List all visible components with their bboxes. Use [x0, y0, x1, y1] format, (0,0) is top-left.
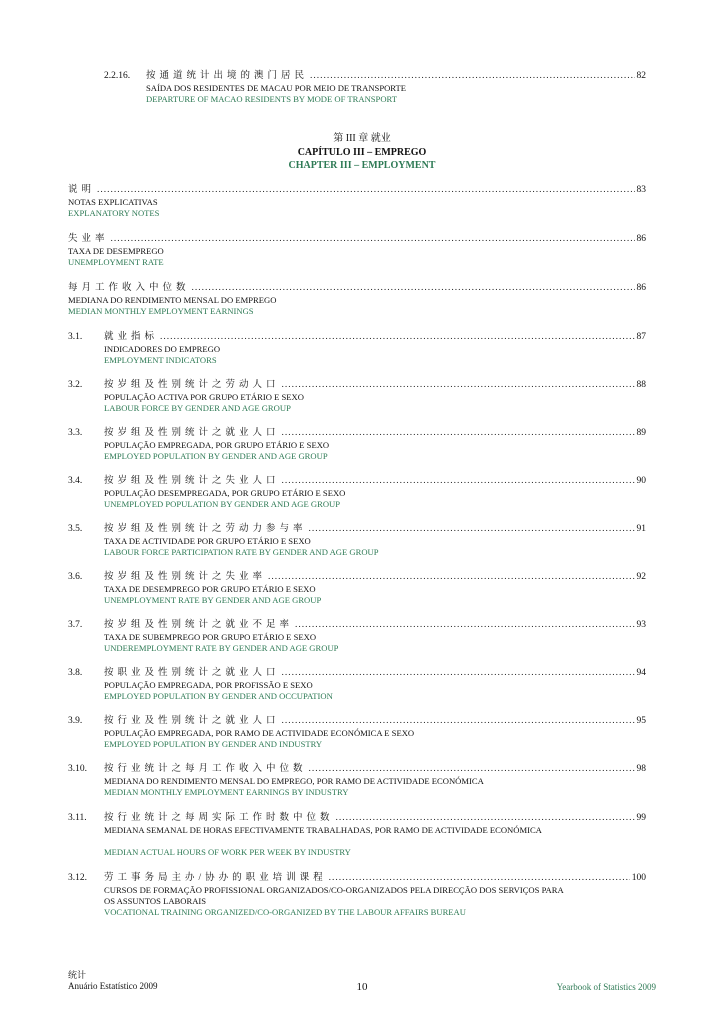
entry-page-number: 93 — [636, 620, 646, 630]
dot-leader — [282, 427, 635, 440]
entry-number: 3.2. — [68, 380, 83, 390]
entry-title-line — [104, 872, 646, 885]
entry-title-line — [68, 184, 646, 197]
entry-page-number: 82 — [636, 71, 646, 81]
entry-number: 3.8. — [68, 668, 83, 678]
entry-title-zh: 就业指标 — [104, 332, 159, 342]
entry-page-number: 90 — [636, 476, 646, 486]
dot-leader — [97, 184, 634, 197]
entry-title-en: UNEMPLOYMENT RATE BY GENDER AND AGE GROUP — [104, 595, 322, 605]
dot-leader — [282, 715, 635, 728]
entry-title-en: MEDIAN ACTUAL HOURS OF WORK PER WEEK BY INDUSTRY — [104, 847, 351, 857]
entry-title-zh: 按岁组及性别统计之失业率 — [104, 572, 267, 582]
footer-publication-zh: 统计 — [68, 970, 87, 980]
entry-title-en: EMPLOYMENT INDICATORS — [104, 355, 217, 365]
entry-page-number: 100 — [631, 873, 646, 883]
entry-page-number: 92 — [636, 572, 646, 582]
entry-title-pt: POPULAÇÃO EMPREGADA, POR PROFISSÃO E SEXO — [104, 680, 313, 690]
dot-leader — [309, 523, 635, 536]
entry-title-en: UNEMPLOYED POPULATION BY GENDER AND AGE GROUP — [104, 499, 341, 509]
dot-leader — [192, 282, 635, 295]
entry-page-number: 83 — [636, 185, 646, 195]
footer-publication-en: Yearbook of Statistics 2009 — [556, 982, 656, 992]
entry-title-zh: 按通道统计出境的澳门居民 — [146, 71, 309, 81]
entry-page-number: 94 — [636, 668, 646, 678]
entry-title-zh: 按行业统计之每周实际工作时数中位数 — [104, 813, 334, 823]
entry-title-zh: 按行业及性别统计之就业人口 — [104, 716, 280, 726]
entry-title-zh: 按岁组及性别统计之就业人口 — [104, 428, 280, 438]
entry-number: 3.10. — [68, 764, 87, 774]
entry-title-en: MEDIAN MONTHLY EMPLOYMENT EARNINGS — [68, 306, 254, 316]
footer-publication-pt: Anuário Estatístico 2009 — [68, 981, 158, 991]
entry-title-zh: 每月工作收入中位数 — [68, 283, 190, 293]
entry-page-number: 87 — [636, 332, 646, 342]
entry-title-line — [68, 233, 646, 246]
entry-number: 2.2.16. — [104, 71, 131, 81]
entry-title-en: LABOUR FORCE BY GENDER AND AGE GROUP — [104, 403, 291, 413]
page-number: 10 — [356, 981, 368, 993]
entry-number: 3.12. — [68, 873, 87, 883]
entry-page-number: 86 — [636, 234, 646, 244]
entry-title-zh: 说明 — [68, 185, 96, 195]
entry-title-en: DEPARTURE OF MACAO RESIDENTS BY MODE OF TRANSPORT — [146, 94, 398, 104]
entry-title-en: MEDIAN MONTHLY EMPLOYMENT EARNINGS BY INDUSTRY — [104, 787, 349, 797]
entry-title-pt: MEDIANA DO RENDIMENTO MENSAL DO EMPREGO — [68, 295, 277, 305]
entry-number: 3.1. — [68, 332, 83, 342]
entry-title-line — [104, 812, 646, 825]
entry-title-line — [104, 523, 646, 536]
chapter-heading-en: CHAPTER III – EMPLOYMENT — [288, 160, 436, 171]
entry-title-zh: 按岁组及性别统计之失业人口 — [104, 476, 280, 486]
entry-title-zh: 按岁组及性别统计之劳动力参与率 — [104, 524, 307, 534]
entry-title-pt: TAXA DE SUBEMPREGO POR GRUPO ETÁRIO E SEXO — [104, 632, 317, 642]
entry-title-pt: POPULAÇÃO EMPREGADA, POR RAMO DE ACTIVIDADE ECONÓMICA E SEXO — [104, 728, 415, 738]
entry-title-pt: SAÍDA DOS RESIDENTES DE MACAU POR MEIO DE TRANSPORTE — [146, 83, 407, 93]
entry-title-line — [104, 427, 646, 440]
entry-page-number: 89 — [636, 428, 646, 438]
entry-title-line — [104, 331, 646, 344]
dot-leader — [160, 331, 634, 344]
entry-page-number: 98 — [636, 764, 646, 774]
entry-number: 3.4. — [68, 476, 83, 486]
entry-title-line — [104, 763, 646, 776]
entry-title-pt: POPULAÇÃO EMPREGADA, POR GRUPO ETÁRIO E SEXO — [104, 440, 330, 450]
entry-page-number: 95 — [636, 716, 646, 726]
entry-title-en: UNEMPLOYMENT RATE — [68, 257, 164, 267]
entry-title-en: VOCATIONAL TRAINING ORGANIZED/CO-ORGANIZED BY THE LABOUR AFFAIRS BUREAU — [104, 907, 466, 917]
entry-title-line — [104, 619, 646, 632]
dot-leader — [310, 70, 634, 83]
entry-title-pt: MEDIANA DO RENDIMENTO MENSAL DO EMPREGO, POR RAMO DE ACTIVIDADE ECONÓMICA — [104, 776, 484, 786]
dot-leader — [268, 571, 634, 584]
dot-leader — [282, 379, 635, 392]
entry-title-pt: POPULAÇÃO DESEMPREGADA, POR GRUPO ETÁRIO E SEXO — [104, 488, 346, 498]
entry-title-pt: MEDIANA SEMANAL DE HORAS EFECTIVAMENTE TRABALHADAS, POR RAMO DE ACTIVIDADE ECONÓMICA — [104, 825, 542, 835]
entry-title-line — [104, 715, 646, 728]
entry-page-number: 99 — [636, 813, 646, 823]
entry-title-en: EXPLANATORY NOTES — [68, 208, 160, 218]
entry-title-zh: 失业率 — [68, 234, 109, 244]
entry-page-number: 88 — [636, 380, 646, 390]
entry-title-pt: CURSOS DE FORMAÇÃO PROFISSIONAL ORGANIZADOS/CO-ORGANIZADOS PELA DIRECÇÃO DOS SERVIÇOS PARA OS ASSUNTOS LABORAIS — [104, 885, 564, 906]
entry-title-zh: 按行业统计之每月工作收入中位数 — [104, 764, 307, 774]
entry-title-zh: 按岁组及性别统计之就业不足率 — [104, 620, 294, 630]
entry-title-pt: NOTAS EXPLICATIVAS — [68, 197, 158, 207]
entry-title-line — [104, 667, 646, 680]
entry-title-pt: TAXA DE DESEMPREGO POR GRUPO ETÁRIO E SEXO — [104, 584, 316, 594]
entry-title-line — [104, 379, 646, 392]
dot-leader — [336, 812, 635, 825]
dot-leader — [329, 872, 630, 885]
dot-leader — [111, 233, 635, 246]
entry-number: 3.9. — [68, 716, 83, 726]
entry-title-line — [104, 475, 646, 488]
entry-title-en: EMPLOYED POPULATION BY GENDER AND AGE GROUP — [104, 451, 328, 461]
dot-leader — [295, 619, 634, 632]
entry-title-en: EMPLOYED POPULATION BY GENDER AND OCCUPATION — [104, 691, 333, 701]
entry-page-number: 86 — [636, 283, 646, 293]
entry-title-zh: 按岁组及性别统计之劳动人口 — [104, 380, 280, 390]
dot-leader — [309, 763, 635, 776]
entry-number: 3.3. — [68, 428, 83, 438]
entry-number: 3.5. — [68, 524, 83, 534]
entry-page-number: 91 — [636, 524, 646, 534]
entry-number: 3.7. — [68, 620, 83, 630]
entry-title-en: UNDEREMPLOYMENT RATE BY GENDER AND AGE GROUP — [104, 643, 339, 653]
entry-title-pt: TAXA DE ACTIVIDADE POR GRUPO ETÁRIO E SEXO — [104, 536, 311, 546]
entry-title-pt: INDICADORES DO EMPREGO — [104, 344, 221, 354]
chapter-heading-zh: 第 III 章 就业 — [333, 133, 391, 144]
entry-number: 3.11. — [68, 813, 87, 823]
chapter-heading-pt: CAPÍTULO III – EMPREGO — [297, 147, 427, 158]
entry-number: 3.6. — [68, 572, 83, 582]
entry-title-zh: 按职业及性别统计之就业人口 — [104, 668, 280, 678]
entry-title-zh: 劳工事务局主办/协办的职业培训课程 — [104, 873, 327, 883]
entry-title-en: EMPLOYED POPULATION BY GENDER AND INDUSTRY — [104, 739, 323, 749]
entry-title-line — [104, 571, 646, 584]
entry-title-en: LABOUR FORCE PARTICIPATION RATE BY GENDER AND AGE GROUP — [104, 547, 379, 557]
entry-title-pt: TAXA DE DESEMPREGO — [68, 246, 164, 256]
dot-leader — [282, 475, 635, 488]
entry-title-line — [146, 70, 646, 83]
dot-leader — [282, 667, 635, 680]
entry-title-pt: POPULAÇÃO ACTIVA POR GRUPO ETÁRIO E SEXO — [104, 392, 304, 402]
entry-title-line — [68, 282, 646, 295]
